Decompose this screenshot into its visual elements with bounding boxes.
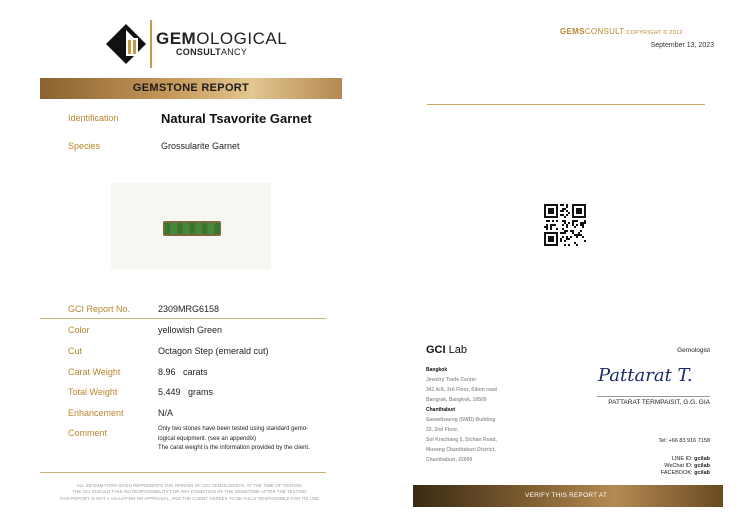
row-value-enhancement: N/A xyxy=(158,408,174,418)
address-city: Bangkok xyxy=(426,367,448,373)
gemstone xyxy=(196,223,201,234)
report-title: GEMSTONE REPORT xyxy=(132,82,250,94)
address-line: 341 A/A, 3rd Floor, Silom road xyxy=(426,387,497,393)
comment-label: Comment xyxy=(68,428,108,438)
logo-subtitle: CONSULTANCY xyxy=(176,47,248,57)
gemologist-name: PATTARAT TERMPAISIT, G.G. GIA xyxy=(608,399,710,406)
gemstone xyxy=(184,223,189,234)
report-date: September 13, 2023 xyxy=(650,42,714,49)
address-line: Sawadisaeng (SWD) Building xyxy=(426,417,496,423)
row-value-report-no: 2309MRG6158 xyxy=(158,304,220,314)
gci-lab-title: GCI Lab xyxy=(426,344,467,356)
gemstone xyxy=(165,223,170,234)
row-value-carat-weight: 8.96 carats xyxy=(158,367,208,377)
table-bottom-rule xyxy=(40,472,326,473)
disclaimer xyxy=(40,483,340,502)
signature-icon xyxy=(594,357,704,389)
row-label-cut: Cut xyxy=(68,346,83,356)
table-top-rule xyxy=(40,318,326,319)
disclaimer-line-3: THIS REPORT IS NOT A VALUATION OR APPRAISAL, AND THE CLIENT AGREES TO BE FULLY RESPONSIBLE FOR ITS USE. xyxy=(59,495,321,501)
logo-wordmark: GEMOLOGICAL xyxy=(156,29,288,48)
signature-line xyxy=(597,396,710,397)
facebook-id: FACEBOOK: gcilab xyxy=(660,470,710,476)
identification-label: Identification xyxy=(68,113,119,123)
species-value: Grossularite Garnet xyxy=(161,141,240,151)
verify-band xyxy=(413,485,723,521)
address-city: Chanthaburi xyxy=(426,407,456,413)
gemsconsult-header: GEMSCONSULT COPYRIGHT © 2012 xyxy=(560,27,683,36)
gemstone xyxy=(190,223,195,234)
species-label: Species xyxy=(68,141,101,151)
gemologist-label: Gemologist xyxy=(677,347,710,354)
comment-text xyxy=(158,425,358,454)
line-id: LINE ID: gcilab xyxy=(671,456,710,462)
lab-socials xyxy=(600,456,710,477)
address-line: Soi Krachang 5, Sichan Road, xyxy=(426,437,497,443)
address-line: Jewelry Trade Center xyxy=(426,377,477,383)
header-rule xyxy=(427,104,705,105)
report-title-band xyxy=(40,78,342,99)
disclaimer-line-2: THE GCI SHOULD TAKE NO RESPONSIBILITY FOR ANY CONDITION OF THE GEMSTONE AFTER THE TESTING. xyxy=(72,489,308,495)
gemstone xyxy=(208,223,213,234)
row-label-report-no: GCI Report No. xyxy=(68,304,131,314)
gemstone xyxy=(215,223,220,234)
row-label-enhancement: Enhancement xyxy=(68,408,124,418)
gemstone xyxy=(177,223,182,234)
comment-line-3: The carat weight is the information provided by the client. xyxy=(158,445,310,451)
logo-divider xyxy=(150,20,152,68)
qr-code-icon[interactable] xyxy=(544,204,586,246)
row-value-cut: Octagon Step (emerald cut) xyxy=(158,346,269,356)
identification-value: Natural Tsavorite Garnet xyxy=(161,111,312,126)
address-line: 33, 2nd Floor, xyxy=(426,427,459,433)
row-label-carat-weight: Carat Weight xyxy=(68,367,121,377)
row-label-total-weight: Total Weight xyxy=(68,387,118,397)
verify-text: VERIFY THIS REPORT AT WWW.GCILAB.COM xyxy=(525,492,611,521)
gemstone-ring-photo xyxy=(111,183,271,269)
signature-text: Pattarat T. xyxy=(598,365,693,386)
lab-address xyxy=(426,365,546,465)
gemstone xyxy=(171,223,176,234)
address-line: Bangrak, Bangkok, 10500 xyxy=(426,397,487,403)
address-line: Mueang Chanthaburi District, xyxy=(426,447,496,453)
row-label-color: Color xyxy=(68,325,90,335)
comment-line-2: logical equipment. (see an appendix) xyxy=(158,435,257,442)
lab-telephone: Tel: +66 83 916 7158 xyxy=(658,438,710,444)
comment-line-1: Only two stones have been tested using standard gemo- xyxy=(158,426,309,432)
verify-url[interactable]: WWW.GCILAB.COM xyxy=(533,514,603,521)
address-line: Chanthaburi, 22000 xyxy=(426,457,473,463)
copyright: COPYRIGHT © 2012 xyxy=(626,30,683,36)
row-value-total-weight: 5.449 grams xyxy=(158,387,214,397)
gemstone xyxy=(202,223,207,234)
disclaimer-line-1: ALL INFORMATION GIVEN REPRESENTS THE OPINION OF GCI GEMOLOGISTS, AT THE TIME OF TESTING. xyxy=(76,483,304,488)
row-value-color: yellowish Green xyxy=(158,325,223,335)
wechat-id: WeChat ID: gcilab xyxy=(664,463,710,469)
gem-diamond-logo-icon xyxy=(104,22,148,66)
gemstone-photo xyxy=(111,183,271,269)
